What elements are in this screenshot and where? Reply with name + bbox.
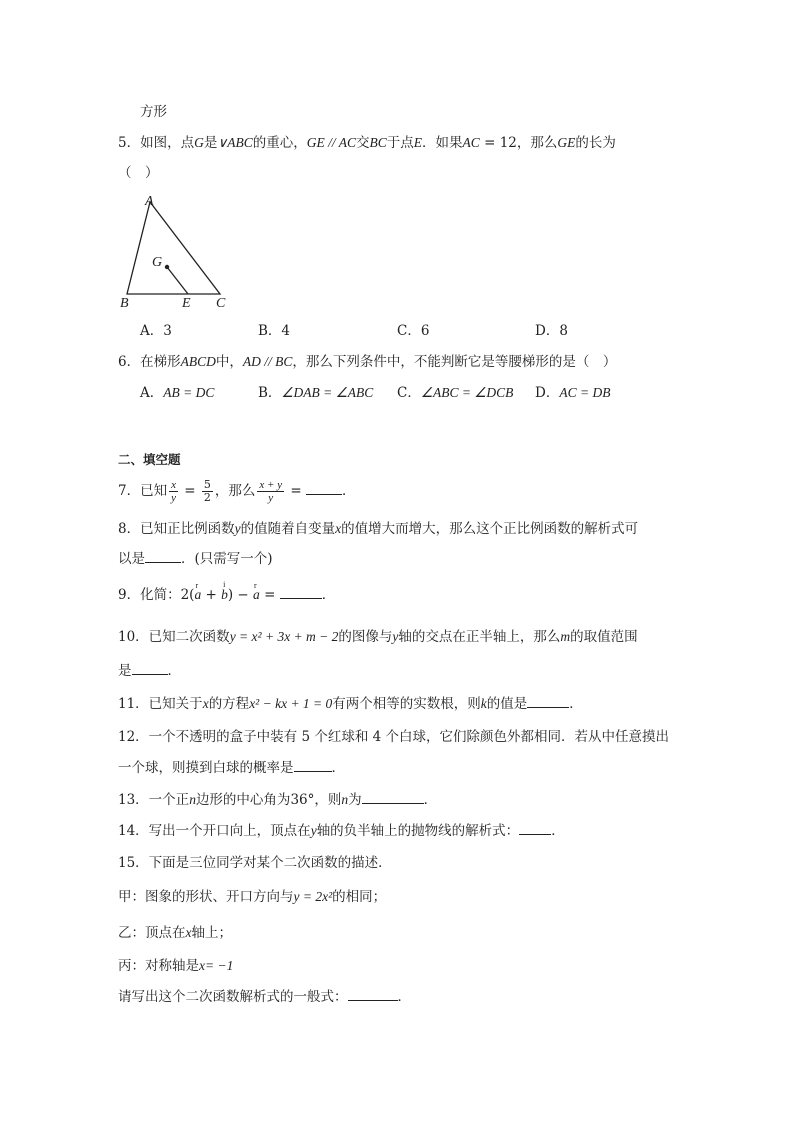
period: ． xyxy=(321,587,336,603)
q6-text: 在梯形 xyxy=(140,354,181,370)
q9-expr: 2( xyxy=(180,587,195,603)
q5-triangle: ∨ABC xyxy=(217,135,253,150)
q6-option-a xyxy=(140,384,214,402)
q15-prompt xyxy=(118,988,411,1006)
label-c: C xyxy=(216,296,226,311)
answer-blank[interactable] xyxy=(348,988,398,1001)
q6-option-c xyxy=(397,384,513,402)
q10-text: 是 xyxy=(118,663,132,679)
period: ． xyxy=(423,792,438,808)
q5-var: BC xyxy=(369,135,387,150)
question-9 xyxy=(118,586,335,604)
equals: = xyxy=(259,587,280,603)
option-letter: D． xyxy=(535,385,560,401)
option-value: AC = DB xyxy=(559,385,611,400)
q15-text: 轴上； xyxy=(191,925,232,941)
q5-option-b: B．4 xyxy=(258,323,291,339)
fraction-5-over-2 xyxy=(202,479,213,504)
q11-text: 11．已知关于 xyxy=(118,696,203,712)
q13-var: n xyxy=(189,792,196,807)
q5-value: = 12 xyxy=(479,135,517,151)
q11-var: x xyxy=(202,696,209,711)
question-10-line1 xyxy=(118,628,638,646)
q4-tail: 方形 xyxy=(140,104,167,120)
q5-text: ，那么 xyxy=(516,135,558,151)
denominator: 2 xyxy=(203,491,211,504)
answer-blank[interactable] xyxy=(527,695,569,708)
question-14 xyxy=(118,822,565,840)
question-12-line2 xyxy=(118,759,345,777)
answer-blank[interactable] xyxy=(280,586,322,599)
period: ． xyxy=(167,663,181,679)
q7-number: 7． xyxy=(118,483,141,499)
q15-text: 乙：顶点在 xyxy=(118,925,186,941)
q15-statement-jia xyxy=(118,888,386,906)
answer-blank[interactable] xyxy=(306,482,342,495)
q9-expr: ) − xyxy=(227,587,254,603)
q13-text: 13．一个正 xyxy=(118,792,190,808)
section-heading: 二、填空题 xyxy=(118,452,181,467)
q15-text: 丙：对称轴是 xyxy=(118,958,199,974)
q15-statement-bing xyxy=(118,957,233,975)
option-value: ∠ABC = ∠DCB xyxy=(420,385,514,400)
q15-function: y = 2x² xyxy=(293,889,333,904)
q11-text: 的值是 xyxy=(486,696,528,712)
q10-text: 10．已知二次函数 xyxy=(118,629,230,645)
q13-text: 边形的中心角为 xyxy=(195,792,291,808)
q10-function: y = x² + 3x + m − 2 xyxy=(229,629,339,644)
question-15: 15．下面是三位同学对某个二次函数的描述． xyxy=(118,855,392,871)
q6-text: ，那么下列条件中，不能判断它是等腰梯形的是（ ） xyxy=(292,354,617,370)
answer-blank[interactable] xyxy=(519,822,551,835)
question-8-line1 xyxy=(118,520,638,538)
q15-var: x xyxy=(185,925,192,940)
q6-option-d xyxy=(535,384,610,402)
label-a: A xyxy=(145,194,154,209)
q6-var: ABCD xyxy=(180,354,216,369)
q13-var: n xyxy=(341,792,349,807)
q10-var: y xyxy=(392,629,399,644)
q8-text: ．(只需写一个) xyxy=(181,551,273,567)
option-value: ∠DAB = ∠ABC xyxy=(281,385,374,400)
q5-answer-paren: （ ） xyxy=(118,165,159,181)
vector-a: r a xyxy=(194,586,201,604)
q7-text: 已知 xyxy=(140,483,168,499)
q11-var: k xyxy=(480,696,487,711)
q11-text: 的方程 xyxy=(208,696,250,712)
answer-blank[interactable] xyxy=(145,550,181,563)
numerator: x + y xyxy=(259,479,283,491)
q8-text: 8．已知正比例函数 xyxy=(118,521,235,537)
period: ． xyxy=(569,696,583,712)
q8-var: y xyxy=(234,521,241,536)
q5-parallel: // xyxy=(324,135,339,150)
denominator: y xyxy=(171,492,176,504)
q14-var: y xyxy=(310,823,317,838)
q5-var: GE xyxy=(557,135,576,150)
question-6 xyxy=(118,353,616,371)
period: ． xyxy=(331,760,345,776)
q5-var: AC xyxy=(338,135,357,150)
question-13 xyxy=(118,791,437,809)
q5-option-c: C．6 xyxy=(397,323,430,339)
label-g: G xyxy=(152,255,163,270)
question-11 xyxy=(118,695,583,713)
equals: = xyxy=(286,483,306,499)
q14-text: 14．写出一个开口向上，顶点在 xyxy=(118,823,311,839)
question-7 xyxy=(118,478,355,504)
q6-option-b xyxy=(258,384,373,402)
q6-condition: AD // BC xyxy=(242,354,293,369)
q5-var: G xyxy=(194,135,204,150)
q13-text: 为 xyxy=(348,792,362,808)
q5-var: E xyxy=(413,135,423,150)
q5-text: 的长为 xyxy=(575,135,616,151)
question-12-line1: 12．一个不透明的盒子中装有 5 个红球和 4 个白球，它们除颜色外都相同．若从中任意摸出 xyxy=(118,729,670,745)
q15-text: 的相同； xyxy=(332,889,387,905)
question-10-line2 xyxy=(118,662,181,680)
q8-text: 的值增大而增大，那么这个正比例函数的解析式可 xyxy=(341,521,639,537)
q8-text: 以是 xyxy=(118,551,145,567)
q9-expr: + xyxy=(201,587,222,603)
q6-text: 中， xyxy=(215,354,243,370)
q14-text: 轴的负半轴上的抛物线的解析式： xyxy=(316,823,520,839)
triangle-figure xyxy=(112,188,242,313)
q5-text: ．如果 xyxy=(422,135,463,151)
option-letter: C． xyxy=(397,385,421,401)
fraction-x-over-y xyxy=(169,479,178,504)
q5-text: 交 xyxy=(356,135,370,151)
q15-text: 甲：图象的形状、开口方向与 xyxy=(118,889,294,905)
centroid-point xyxy=(165,265,169,269)
q5-var: GE xyxy=(306,135,325,150)
period: ． xyxy=(341,483,356,499)
q7-text: ，那么 xyxy=(214,483,256,499)
option-letter: A． xyxy=(140,385,164,401)
question-5 xyxy=(118,134,616,152)
q5-option-a: A．3 xyxy=(140,323,172,339)
equals: = xyxy=(179,483,200,499)
q9-text: 化简： xyxy=(140,587,181,603)
q6-number: 6． xyxy=(118,354,141,370)
q5-option-d: D．8 xyxy=(535,323,568,339)
fraction-sum-over-y xyxy=(257,479,284,504)
option-letter: B． xyxy=(258,385,282,401)
q5-text: 是 xyxy=(203,135,218,151)
q15-statement-yi xyxy=(118,924,232,942)
q5-number: 5． xyxy=(118,135,141,151)
q9-number: 9． xyxy=(118,587,141,603)
label-e: E xyxy=(182,296,191,311)
q5-text: 如图，点 xyxy=(140,135,195,151)
answer-blank[interactable] xyxy=(294,759,332,772)
period: ． xyxy=(551,823,565,839)
question-8-line2 xyxy=(118,550,273,568)
q13-text: ，则 xyxy=(314,792,342,808)
option-value: AB = DC xyxy=(163,385,215,400)
q5-var: AC xyxy=(462,135,480,150)
numerator: x xyxy=(171,479,176,491)
q15-text: 请写出这个二次函数解析式的一般式： xyxy=(118,989,348,1005)
q11-text: 有两个相等的实数根，则 xyxy=(332,696,481,712)
answer-blank[interactable] xyxy=(362,791,424,804)
numerator: 5 xyxy=(203,478,211,491)
q8-text: 的值随着自变量 xyxy=(240,521,336,537)
answer-blank[interactable] xyxy=(132,662,168,675)
q10-text: 的取值范围 xyxy=(570,629,638,645)
q8-var: x xyxy=(335,521,342,536)
q10-text: 轴的交点在正半轴上，那么 xyxy=(398,629,561,645)
segment-ge xyxy=(167,267,188,294)
q11-equation: x² − kx + 1 = 0 xyxy=(249,696,333,711)
vector-a: r a xyxy=(253,586,260,604)
denominator: y xyxy=(268,492,274,504)
period: ． xyxy=(397,989,411,1005)
label-b: B xyxy=(120,296,129,311)
q15-axis: x= −1 xyxy=(199,958,234,973)
q10-var: m xyxy=(560,629,571,644)
triangle-abc xyxy=(127,202,220,294)
q13-angle: 36° xyxy=(290,792,315,808)
q12-text: 一个球，则摸到白球的概率是 xyxy=(118,760,294,776)
q10-text: 的图像与 xyxy=(338,629,393,645)
vector-b: i b xyxy=(221,586,228,604)
q5-text: 于点 xyxy=(386,135,414,151)
q5-text: 的重心， xyxy=(252,135,307,151)
